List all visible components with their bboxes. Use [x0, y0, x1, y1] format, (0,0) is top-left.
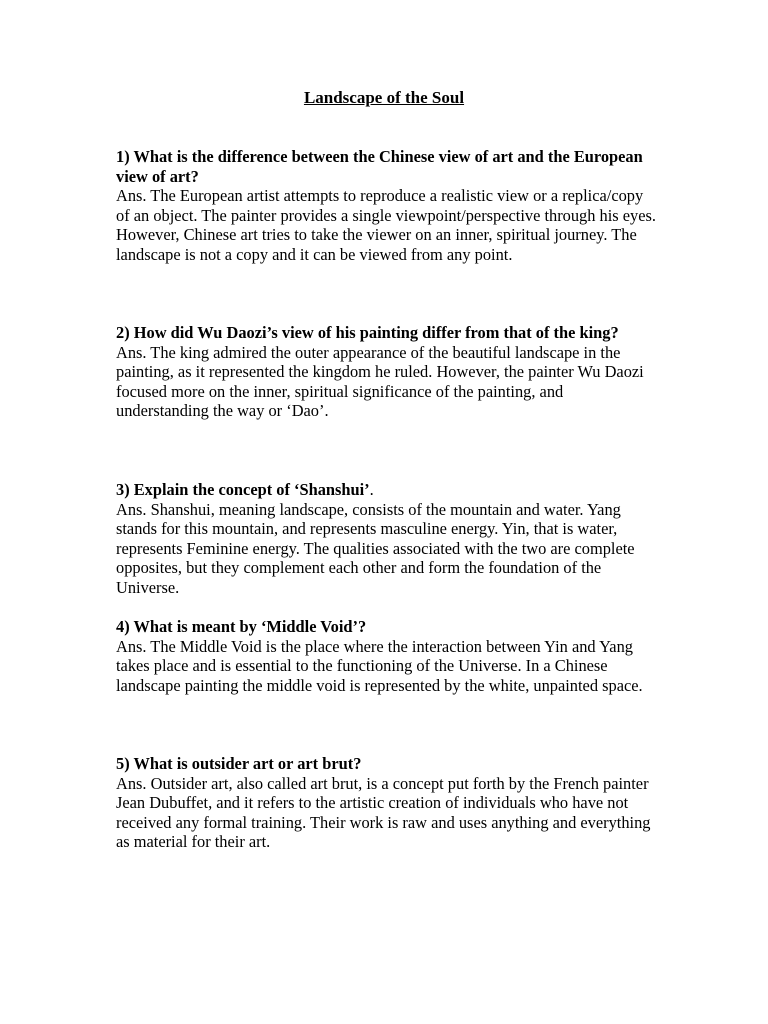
qa-item — [116, 617, 656, 695]
qa-item — [116, 754, 656, 852]
answer-text: Ans. Outsider art, also called art brut, is a concept put forth by the French painter Jean Dubuffet, and it refers to the artistic creation of individuals who have not received any formal training. Their work is raw and uses anything and everything as material for their art. — [116, 773, 651, 852]
answer-text: Ans. The king admired the outer appearance of the beautiful landscape in the painting, as it represented the kingdom he ruled. However, the painter Wu Daozi focused more on the inner, spiritual significance of the painting, and understanding the way or ‘Dao’. — [116, 342, 644, 421]
document-title: Landscape of the Soul — [303, 88, 465, 107]
answer-text: Ans. Shanshui, meaning landscape, consists of the mountain and water. Yang stands for this mountain, and represents masculine energy. Yin, that is water, represents Feminine energy. The qualities associated with the two are complete opposites, but they complement each other and form the foundation of the Universe. — [116, 499, 635, 597]
question-text: 5) What is outsider art or art brut? — [116, 754, 362, 773]
question-text: 1) What is the difference between the Chinese view of art and the European view of art? — [116, 147, 643, 186]
answer-text: Ans. The European artist attempts to reproduce a realistic view or a replica/copy of an object. The painter provides a single viewpoint/perspective through his eyes. However, Chinese art tries to take the viewer on an inner, spiritual journey. The landscape is not a copy and it can be viewed from any point. — [116, 186, 656, 264]
qa-item — [116, 147, 656, 265]
question-line — [116, 480, 656, 500]
qa-item — [116, 480, 656, 598]
question-text: 3) Explain the concept of ‘Shanshui’ — [116, 480, 370, 499]
question-suffix: . — [369, 480, 374, 499]
question-text: 4) What is meant by ‘Middle Void’? — [116, 617, 367, 636]
qa-item — [116, 323, 656, 421]
question-text: 2) How did Wu Daozi’s view of his painting differ from that of the king? — [116, 323, 619, 342]
answer-text: Ans. The Middle Void is the place where the interaction between Yin and Yang takes place and is essential to the functioning of the Universe. In a Chinese landscape painting the middle void is represented by the white, unpainted space. — [116, 636, 643, 695]
